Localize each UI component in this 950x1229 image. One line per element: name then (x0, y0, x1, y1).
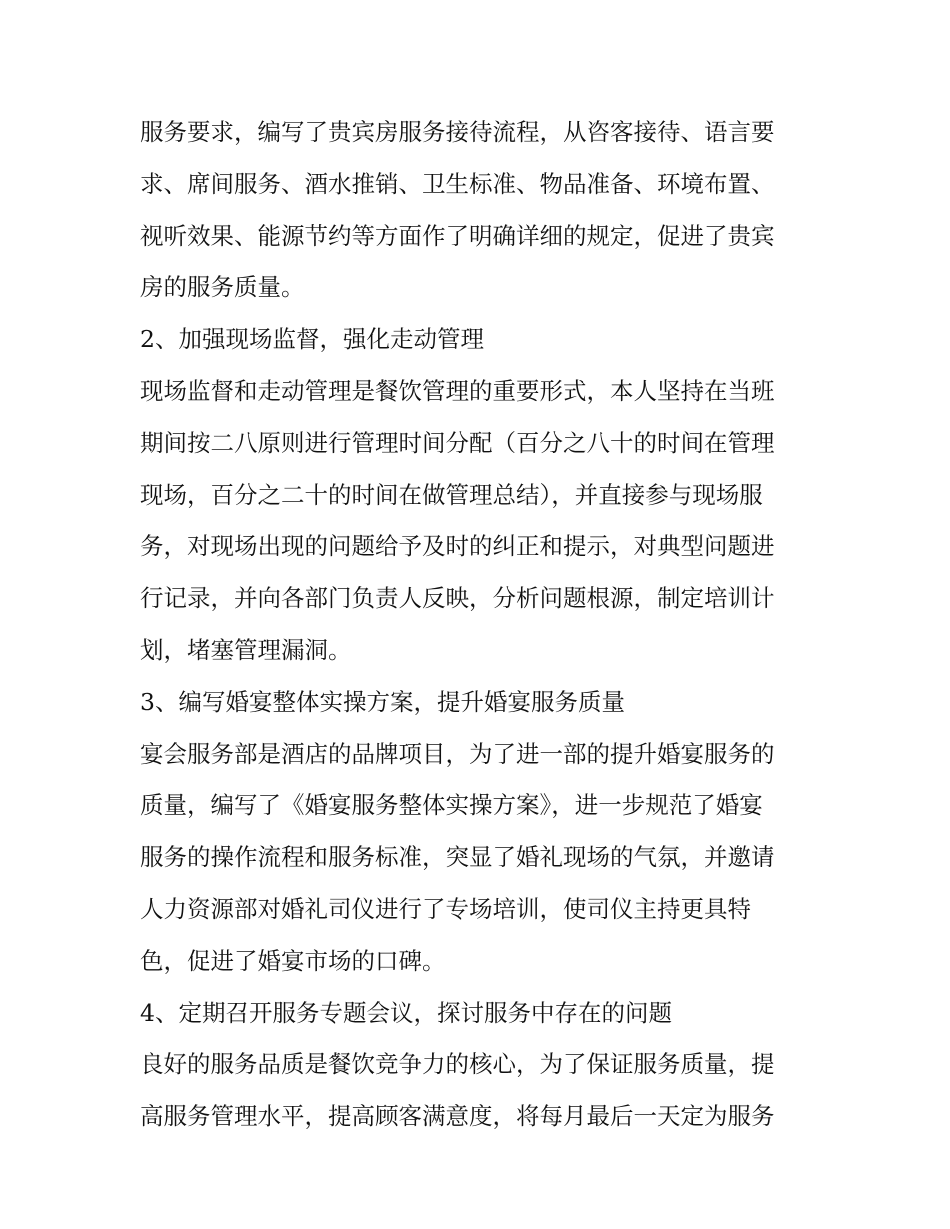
paragraph-line: 现场监督和走动管理是餐饮管理的重要形式，本人坚持在当班 (140, 376, 775, 405)
paragraph-line: 视听效果、能源节约等方面作了明确详细的规定，促进了贵宾 (140, 221, 775, 250)
paragraph-line: 人力资源部对婚礼司仪进行了专场培训，使司仪主持更具特 (140, 894, 751, 923)
paragraph-line: 服务要求，编写了贵宾房服务接待流程，从咨客接待、语言要 (140, 118, 775, 146)
paragraph-line: 行记录，并向各部门负责人反映，分析问题根源，制定培训计 (140, 584, 775, 613)
paragraph-line: 色，促进了婚宴市场的口碑。 (140, 946, 446, 975)
paragraph-line: 高服务管理水平，提高顾客满意度，将每月最后一天定为服务 (140, 1102, 775, 1131)
section-heading-2: 2、加强现场监督，强化走动管理 (140, 325, 484, 354)
paragraph-line: 宴会服务部是酒店的品牌项目，为了进一部的提升婚宴服务的 (140, 739, 775, 768)
paragraph-line: 房的服务质量。 (140, 273, 305, 302)
paragraph-line: 划，堵塞管理漏洞。 (140, 635, 352, 664)
paragraph-line: 质量，编写了《婚宴服务整体实操方案》，进一步规范了婚宴 (140, 791, 763, 820)
paragraph-line: 服务的操作流程和服务标准，突显了婚礼现场的气氛，并邀请 (140, 843, 775, 872)
paragraph-line: 求、席间服务、酒水推销、卫生标准、物品准备、环境布置、 (140, 169, 775, 198)
paragraph-line: 务，对现场出现的问题给予及时的纠正和提示，对典型问题进 (140, 532, 775, 561)
paragraph-line: 期间按二八原则进行管理时间分配（百分之八十的时间在管理 (140, 428, 775, 457)
paragraph-line: 良好的服务品质是餐饮竞争力的核心，为了保证服务质量，提 (140, 1050, 775, 1079)
paragraph-line: 现场，百分之二十的时间在做管理总结），并直接参与现场服 (140, 480, 763, 509)
section-heading-3: 3、编写婚宴整体实操方案，提升婚宴服务质量 (140, 687, 625, 716)
document-body (140, 107, 820, 1143)
section-heading-4: 4、定期召开服务专题会议，探讨服务中存在的问题 (140, 998, 672, 1027)
